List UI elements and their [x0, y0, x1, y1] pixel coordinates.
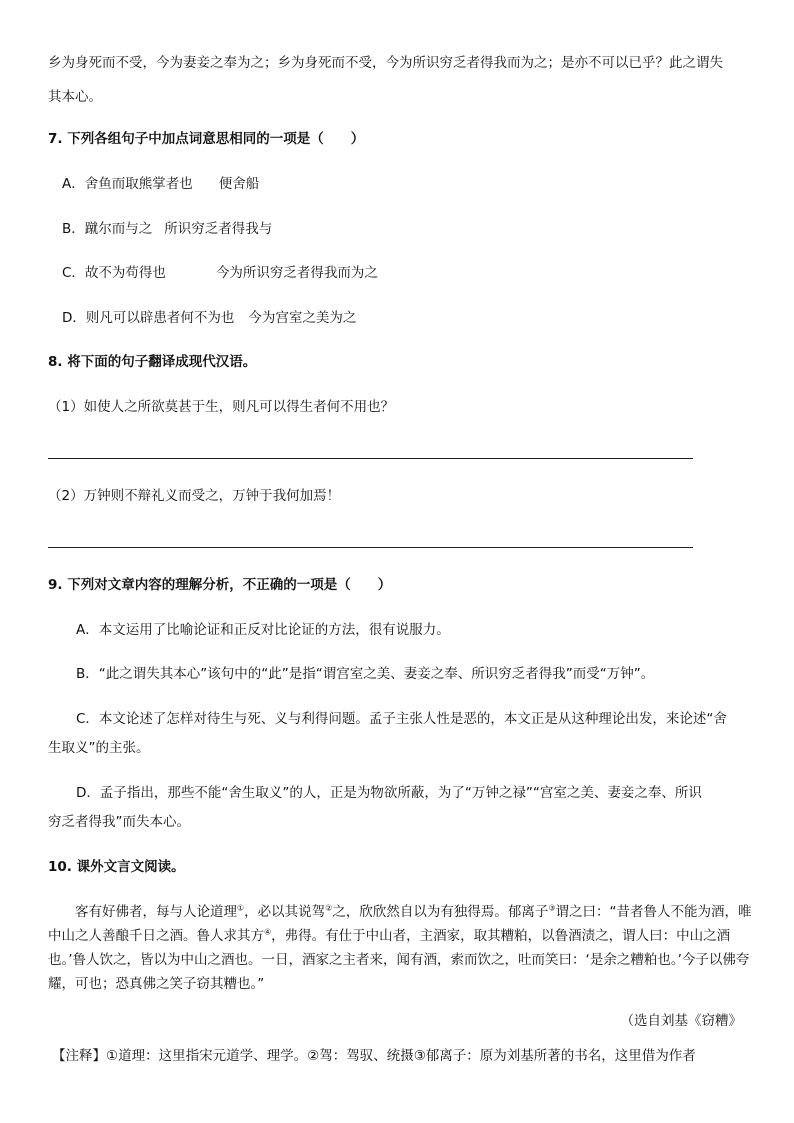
passage-part-5: ，弗得。有仕于中山者，主酒家，取其糟粕，以鲁酒渍之，谓人曰：中山之酒也。’鲁人饮之，皆以为中山之酒也。一日，酒家之主者来，闻有酒，索而饮之，吐而笑曰：‘是余之糟粕也。’今子以佛夸耀，可也；恐真佛之笑子窃其糟也。”: [48, 928, 750, 992]
question-9-option-a: A．本文运用了比喻论证和正反对比论证的方法，很有说服力。: [76, 622, 450, 638]
note-marker-4: ④: [264, 927, 272, 937]
passage-source: （选自刘基《窃糟》: [620, 1013, 742, 1029]
question-9-option-c-line-1: C．本文论述了怎样对待生与死、义与利得问题。孟子主张人性是恶的，本文正是从这种理论出发，来论述“舍: [76, 711, 727, 727]
question-7-option-b: [62, 218, 754, 240]
note-marker-1: ①: [237, 903, 245, 913]
continued-text-line-2: 其本心。: [48, 89, 102, 105]
note-marker-2: ②: [325, 903, 333, 913]
question-10-stem: 10. 课外文言文阅读。: [48, 859, 185, 875]
option-letter: D．: [62, 310, 86, 326]
option-sentence-a: 则凡可以辟患者何不为也: [85, 310, 235, 326]
question-8-item-2: （2）万钟则不辩礼义而受之，万钟于我何加焉！: [48, 488, 341, 504]
passage-part-1: 客有好佛者，每与人论道理: [75, 904, 237, 920]
question-9-option-d-line-2: 穷乏者得我”而失本心。: [48, 814, 190, 830]
note-marker-3: ③: [548, 903, 556, 913]
answer-line-1: [48, 458, 693, 459]
question-9-option-d-line-1: D．孟子指出，那些不能“舍生取义”的人，正是为物欲所蔽，为了“万钟之禄”“宫室之美、妻妾之奉、所识: [76, 785, 702, 801]
option-sentence-a: 故不为苟得也: [84, 265, 166, 281]
annotation-notes: 【注释】①道理：这里指宋元道学、理学。②驾：驾驭、统摄③郁离子：原为刘基所著的书名，这里借为作者: [52, 1048, 696, 1064]
question-7-option-c: [62, 262, 754, 284]
passage-part-2: ，必以其说驾: [244, 904, 326, 920]
question-7-option-d: [62, 307, 754, 329]
answer-line-2: [48, 547, 693, 548]
option-sentence-b: 所识穷乏者得我与: [164, 221, 273, 237]
option-letter: B．: [62, 221, 85, 237]
option-sentence-b: 今为所识穷乏者得我而为之: [215, 265, 378, 281]
question-9-stem: 9. 下列对文章内容的理解分析，不正确的一项是（ ）: [48, 577, 392, 593]
option-letter: C．: [62, 265, 85, 281]
option-sentence-a: 蹴尔而与之: [84, 221, 153, 237]
option-sentence-a: 舍鱼而取熊掌者也: [84, 176, 193, 192]
option-sentence-b: 今为宫室之美为之: [248, 310, 357, 326]
question-8-stem: 8. 将下面的句子翻译成现代汉语。: [48, 354, 257, 370]
question-7-option-a: [62, 173, 754, 195]
continued-text-line-1: 乡为身死而不受，今为妻妾之奉为之；乡为身死而不受，今为所识穷乏者得我而为之；是亦不可以已乎？此之谓失: [48, 55, 723, 71]
question-9-option-b: B．“此之谓失其本心”该句中的“此”是指“谓宫室之美、妻妾之奉、所识穷乏者得我”而受“万钟”。: [76, 666, 655, 682]
question-7-stem: 7. 下列各组句子中加点词意思相同的一项是（ ）: [48, 131, 365, 147]
option-sentence-b: 便舍船: [218, 176, 260, 192]
passage-part-4: 谓之曰：“昔者鲁人不能为酒，唯中山之人善酿千日之酒。鲁人求其方: [48, 904, 752, 944]
option-letter: A．: [62, 176, 85, 192]
question-8-item-1: （1）如使人之所欲莫甚于生，则凡可以得生者何不用也？: [48, 399, 395, 415]
classical-passage: [48, 900, 752, 996]
question-9-option-c-line-2: 生取义”的主张。: [48, 740, 150, 756]
passage-part-3: 之，欣欣然自以为有独得焉。郁离子: [332, 904, 549, 920]
